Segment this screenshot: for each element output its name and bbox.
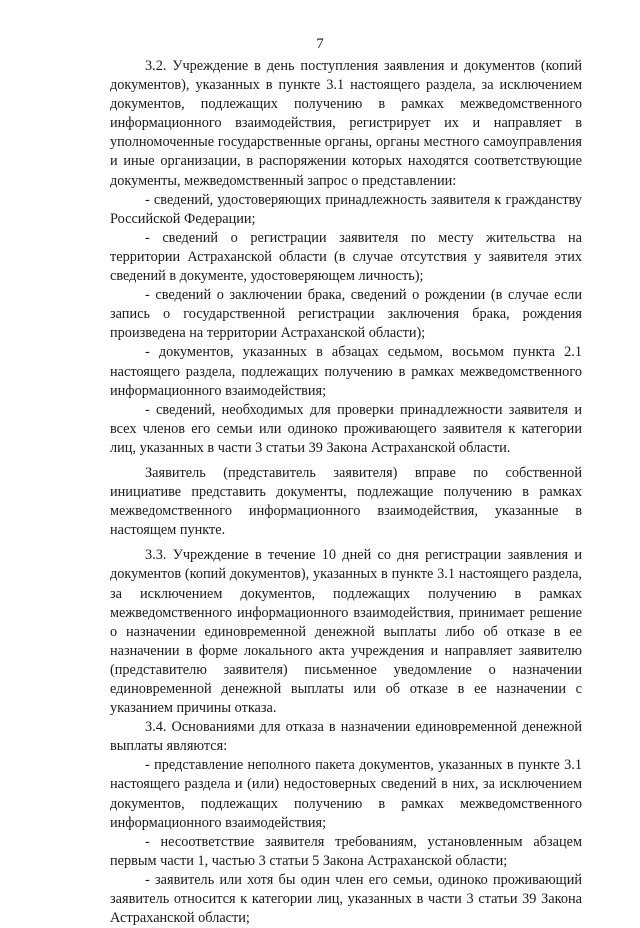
list-item: - сведений, необходимых для проверки принадлежности заявителя и всех членов его семьи или одиноко проживающего заявителя к категории лиц, указанных в части 3 статьи 39 Закона Астраханской области. bbox=[110, 401, 582, 456]
document-body bbox=[110, 57, 582, 928]
page-number: 7 bbox=[316, 36, 324, 52]
list-item: - сведений о заключении брака, сведений о рождении (в случае если запись о государственной регистрации заключения брака, рождения произведена на территории Астраханской области); bbox=[110, 287, 582, 342]
list-item: - представление неполного пакета документов, указанных в пункте 3.1 настоящего раздела и (или) недостоверных сведений в них, за исключением документов, подлежащих получению в рамках межведомственного информационного взаимодействия; bbox=[110, 757, 582, 831]
list-item: - несоответствие заявителя требованиям, установленным абзацем первым части 1, частью 3 статьи 5 Закона Астраханской области; bbox=[110, 833, 582, 869]
paragraph: 3.4. Основаниями для отказа в назначении единовременной денежной выплаты являются: bbox=[110, 719, 582, 755]
list-item: - заявитель или хотя бы один член его семьи, одиноко проживающий заявитель относится к категории лиц, указанных в части 3 статьи 39 Закона Астраханской области; bbox=[110, 871, 582, 927]
paragraph: 3.2. Учреждение в день поступления заявления и документов (копий документов), указанных в пункте 3.1 настоящего раздела, за исключением документов, подлежащих получению в рамках межведомственного информационного взаимодействия, регистрирует их и направляет в уполномоченные государственные органы, органы местного самоуправления и иные организации, в распоряжении которых находятся соответствующие документы, межведомственный запрос о представлении: bbox=[110, 58, 582, 189]
list-item: - сведений, удостоверяющих принадлежность заявителя к гражданству Российской Федерации; bbox=[110, 191, 582, 227]
list-item: - сведений о регистрации заявителя по месту жительства на территории Астраханской области (в случае отсутствия у заявителя этих сведений в документе, удостоверяющем личность); bbox=[110, 229, 582, 285]
paragraph: 3.3. Учреждение в течение 10 дней со дня регистрации заявления и документов (копий документов), указанных в пункте 3.1 настоящего раздела, за исключением документов, подлежащих получению в рамках межведомственного информационного взаимодействия, принимает решение о назначении единовременной денежной выплаты либо об отказе в ее назначении в форме локального акта учреждения и направляет заявителю (представителю заявителя) письменное уведомление о назначении единовременной денежной выплаты или об отказе в ее назначении с указанием причины отказа. bbox=[110, 547, 582, 717]
paragraph: Заявитель (представитель заявителя) вправе по собственной инициативе представить документы, подлежащие получению в рамках межведомственного информационного взаимодействия, указанные в настоящем пункте. bbox=[110, 464, 582, 539]
list-item: - документов, указанных в абзацах седьмом, восьмом пункта 2.1 настоящего раздела, подлежащих получению в рамках межведомственного информационного взаимодействия; bbox=[110, 344, 582, 399]
